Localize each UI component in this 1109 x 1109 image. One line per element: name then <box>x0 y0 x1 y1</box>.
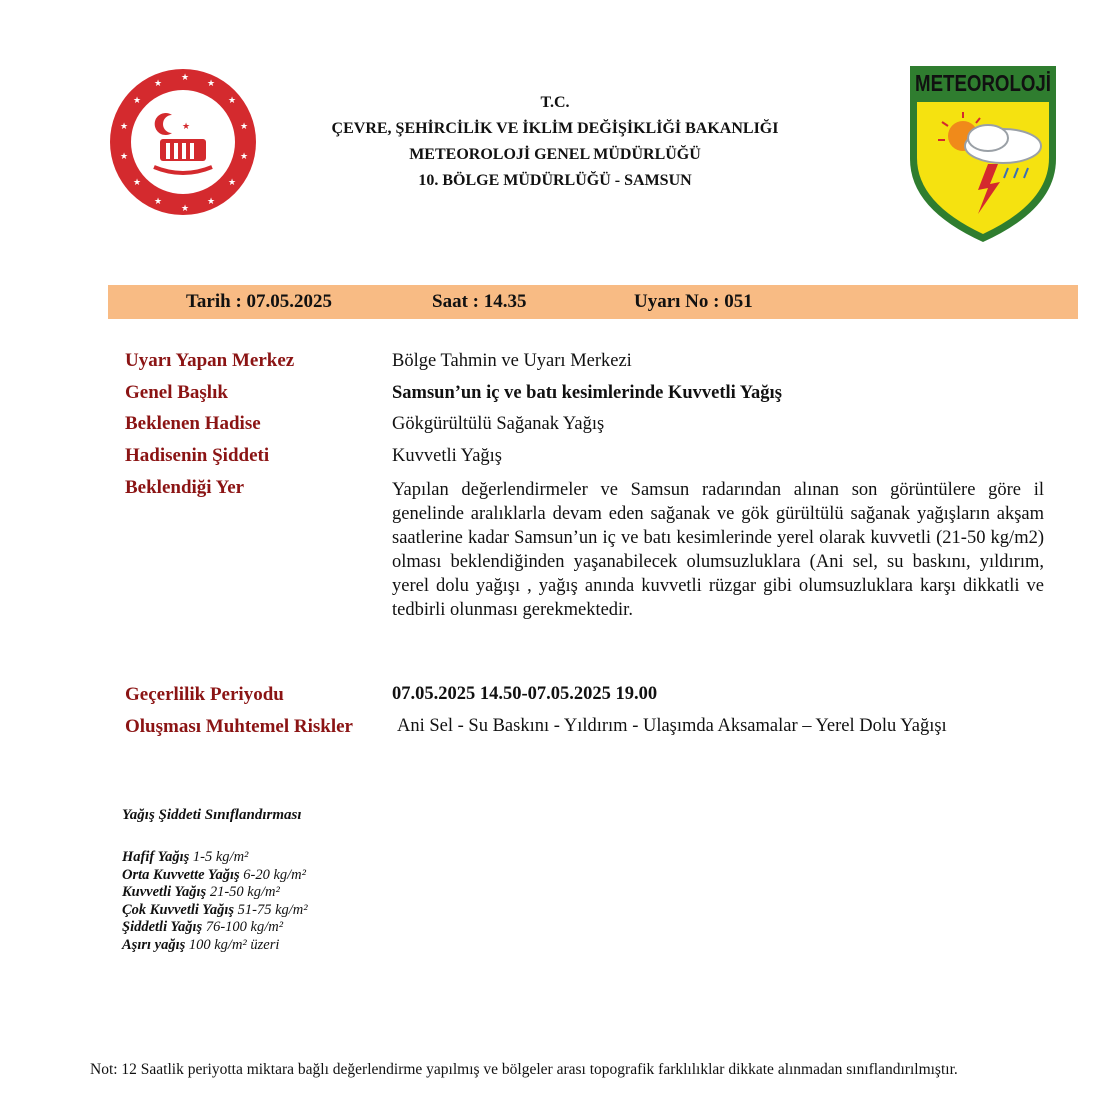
warning-number: Uyarı No : 051 <box>634 291 753 312</box>
field-label-risks: Oluşması Muhtemel Riskler <box>125 716 353 737</box>
svg-text:★: ★ <box>228 96 237 106</box>
field-label-location: Beklendiği Yer <box>125 477 245 498</box>
classification-item: Hafif Yağış 1-5 kg/m² <box>122 849 249 865</box>
svg-text:★: ★ <box>181 204 190 214</box>
classification-list <box>122 849 308 954</box>
meteoroloji-shield-logo <box>908 64 1058 244</box>
svg-text:★: ★ <box>207 79 216 89</box>
svg-text:★: ★ <box>133 178 142 188</box>
header-line-tc: T.C. <box>540 94 570 111</box>
svg-text:★: ★ <box>154 79 163 89</box>
svg-text:★: ★ <box>120 152 129 162</box>
field-value-severity: Kuvvetli Yağış <box>392 446 502 466</box>
svg-text:★: ★ <box>120 122 129 132</box>
classification-item: Kuvvetli Yağış 21-50 kg/m² <box>122 884 280 900</box>
logo-text: METEOROLOJİ <box>915 70 1051 96</box>
footnote: Not: 12 Saatlik periyotta miktara bağlı değerlendirme yapılmış ve bölgeler arası topografik farklılıklar dikkate alınmadan sınıflandırılmıştır. <box>90 1061 958 1078</box>
field-value-center: Bölge Tahmin ve Uyarı Merkezi <box>392 351 632 371</box>
field-label-title: Genel Başlık <box>125 382 228 403</box>
classification-item: Aşırı yağış 100 kg/m² üzeri <box>122 936 280 953</box>
info-bar <box>108 285 1078 319</box>
svg-text:★: ★ <box>182 122 191 132</box>
svg-text:★: ★ <box>240 122 249 132</box>
field-value-title: Samsun’un iç ve batı kesimlerinde Kuvvetli Yağış <box>392 383 782 403</box>
header-line-region: 10. BÖLGE MÜDÜRLÜĞÜ - SAMSUN <box>418 172 692 189</box>
field-label-validity: Geçerlilik Periyodu <box>125 684 284 705</box>
document-header <box>230 90 880 194</box>
svg-text:★: ★ <box>207 197 216 207</box>
svg-text:★: ★ <box>133 96 142 106</box>
field-value-event: Gökgürültülü Sağanak Yağış <box>392 414 605 434</box>
classification-item: Şiddetli Yağış 76-100 kg/m² <box>122 919 284 935</box>
field-label-severity: Hadisenin Şiddeti <box>125 445 270 466</box>
field-value-validity: 07.05.2025 14.50-07.05.2025 19.00 <box>392 684 658 704</box>
field-value-location: Yapılan değerlendirmeler ve Samsun radarından alınan son görüntülere göre il genelinde aralıklarla devam eden sağanak ve gök gürültülü sağanak yağışların akşam saatlerine kadar Samsun’un iç ve batı kesimlerinde yerel olarak kuvvetli (21-50 kg/m2) olması beklendiğinden yaşanabilecek olumsuzluklara (Ani sel, su baskını, yıldırım, yerel dolu yağışı , yağış anında kuvvetli rüzgar gibi olumsuzluklara karşı dikkatli ve tedbirli olunması gerekmektedir. <box>392 480 1044 620</box>
svg-text:★: ★ <box>181 73 190 83</box>
field-label-event: Beklenen Hadise <box>125 413 261 434</box>
svg-text:★: ★ <box>240 152 249 162</box>
warning-date: Tarih : 07.05.2025 <box>186 291 333 312</box>
field-value-risks: Ani Sel - Su Baskını - Yıldırım - Ulaşımda Aksamalar – Yerel Dolu Yağışı <box>397 716 947 736</box>
classification-item: Orta Kuvvette Yağış 6-20 kg/m² <box>122 866 306 883</box>
svg-text:★: ★ <box>154 197 163 207</box>
svg-text:★: ★ <box>228 178 237 188</box>
header-line-directorate: METEOROLOJİ GENEL MÜDÜRLÜĞÜ <box>409 146 701 163</box>
classification-item: Çok Kuvvetli Yağış 51-75 kg/m² <box>122 901 308 918</box>
field-label-center: Uyarı Yapan Merkez <box>125 350 295 371</box>
warning-time: Saat : 14.35 <box>432 291 527 312</box>
classification-title: Yağış Şiddeti Sınıflandırması <box>122 807 302 823</box>
header-line-ministry: ÇEVRE, ŞEHİRCİLİK VE İKLİM DEĞİŞİKLİĞİ BAKANLIĞI <box>331 120 779 137</box>
